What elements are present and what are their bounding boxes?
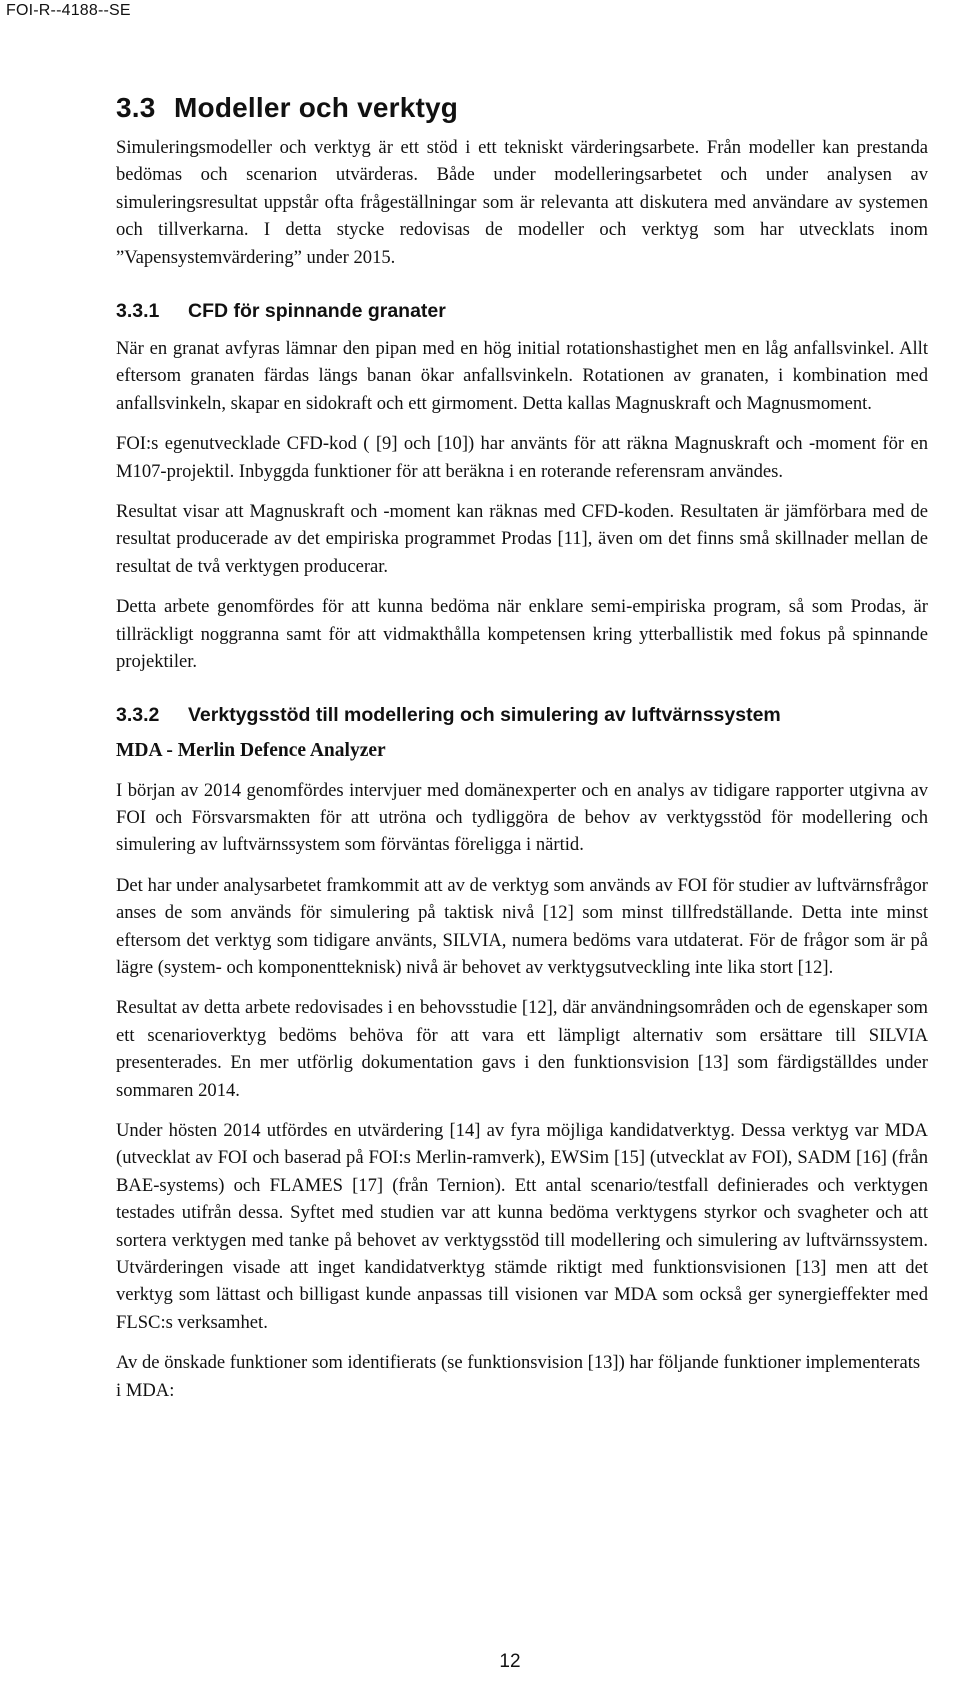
section-number: 3.3 <box>116 92 156 123</box>
paragraph: Det har under analysarbetet framkommit att av de verktyg som används av FOI för studier av luftvärnsfrågor anses de som används för simulering på taktisk nivå [12] som minst tillfredställande. Detta inte minst eftersom det verktyg som tidigare använts, SILVIA, numera bedöms vara utdaterat. För de frågor som är på lägre (system- och komponentteknisk) nivå är behovet av verktygsutveckling inte lika stort [12]. <box>116 874 928 978</box>
paragraph: I början av 2014 genomfördes intervjuer med domänexperter och en analys av tidigare rapporter utgivna av FOI och Försvarsmakten för att utröna och tydliggöra de behov av verktygsstöd för modellering och simulering av luftvärnssystem som förväntas föreligga i närtid. <box>116 779 928 856</box>
section-title: Modeller och verktyg <box>174 92 459 123</box>
section-number: 3.3.2 <box>116 703 160 726</box>
section-title: Verktygsstöd till modellering och simulering av luftvärnssystem <box>188 703 781 726</box>
document-id: FOI-R--4188--SE <box>6 2 131 19</box>
paragraph: När en granat avfyras lämnar den pipan med en hög initial rotationshastighet men en låg anfallsvinkel. Allt eftersom granaten färdas längs banan ökar anfallsvinkeln. Rotationen av granaten, i kombination med anfallsvinkeln, skapar en sidokraft och ett girmoment. Detta kallas Magnuskraft och Magnusmoment. <box>116 338 928 414</box>
page-body <box>116 78 928 1417</box>
paragraph: Simuleringsmodeller och verktyg är ett stöd i ett tekniskt värderingsarbete. Från modeller kan prestanda bedömas och scenarion utvärderas. Både under modelleringsarbetet och under analysen av simuleringsresultat uppstår ofta frågeställningar som är relevanta att diskutera med användare av systemen och tillverkarna. I detta stycke redovisas de modeller och verktyg som har utvecklats inom ”Vapensystemvärdering” under 2015. <box>116 137 928 268</box>
section-number: 3.3.1 <box>116 300 160 323</box>
paragraph: Detta arbete genomfördes för att kunna bedöma när enklare semi-empiriska program, så som Prodas, är tillräckligt noggranna samt för att vidmakthålla kompetensen kring ytterballistik med fokus på spinnande projektiler. <box>116 596 928 673</box>
section-heading-3-3 <box>116 92 928 124</box>
section-title: CFD för spinnande granater <box>188 300 446 323</box>
paragraph: Av de önskade funktioner som identifierats (se funktionsvision [13]) har följande funktioner implementerats i MDA: <box>116 1352 921 1401</box>
paragraph: Resultat visar att Magnuskraft och -moment kan räknas med CFD-koden. Resultaten är jämförbara med de resultat producerade av det empiriska programmet Prodas [11], även om det finns små skillnader mellan de resultat de två verktygen producerar. <box>116 501 928 577</box>
section-heading-3-3-2 <box>116 703 928 727</box>
page-number: 12 <box>499 1651 521 1672</box>
section-heading-3-3-1 <box>116 299 928 323</box>
paragraph: Resultat av detta arbete redovisades i en behovsstudie [12], där användningsområden och de egenskaper som ett scenarioverktyg bedöms behöva för att vara ett lämpligt alternativ som ersättare till SILVIA presenterades. En mer utförlig dokumentation gavs i den funktionsvision [13] som färdigställdes under sommaren 2014. <box>116 997 928 1101</box>
paragraph: FOI:s egenutvecklade CFD-kod ( [9] och [10]) har använts för att räkna Magnuskraft och -moment för en M107-projektil. Inbyggda funktioner för att beräkna i en roterande referensram användes. <box>116 433 928 482</box>
paragraph: Under hösten 2014 utfördes en utvärdering [14] av fyra möjliga kandidatverktyg. Dessa verktyg var MDA (utvecklat av FOI och baserad på FOI:s Merlin-ramverk), EWSim [15] (utvecklat av FOI), SADM [16] (från BAE-systems) och FLAMES [17] (från Ternion). Ett antal scenario/testfall definierades och verktygen testades utifrån dessa. Syftet med studien var att kunna bedöma verktygens styrkor och svagheter och att sortera verktygen med tanke på behovet av verktygsstöd till modellering och simulering av luftvärnssystem. Utvärderingen visade att inget kandidatverktyg stämde riktigt med funktionsvisionen [13] men att det verktyg som lättast och billigast kunde anpassas till visionen var MDA som också ger synergieffekter med FLSC:s verksamhet. <box>116 1119 928 1333</box>
subheading: MDA - Merlin Defence Analyzer <box>116 739 386 761</box>
